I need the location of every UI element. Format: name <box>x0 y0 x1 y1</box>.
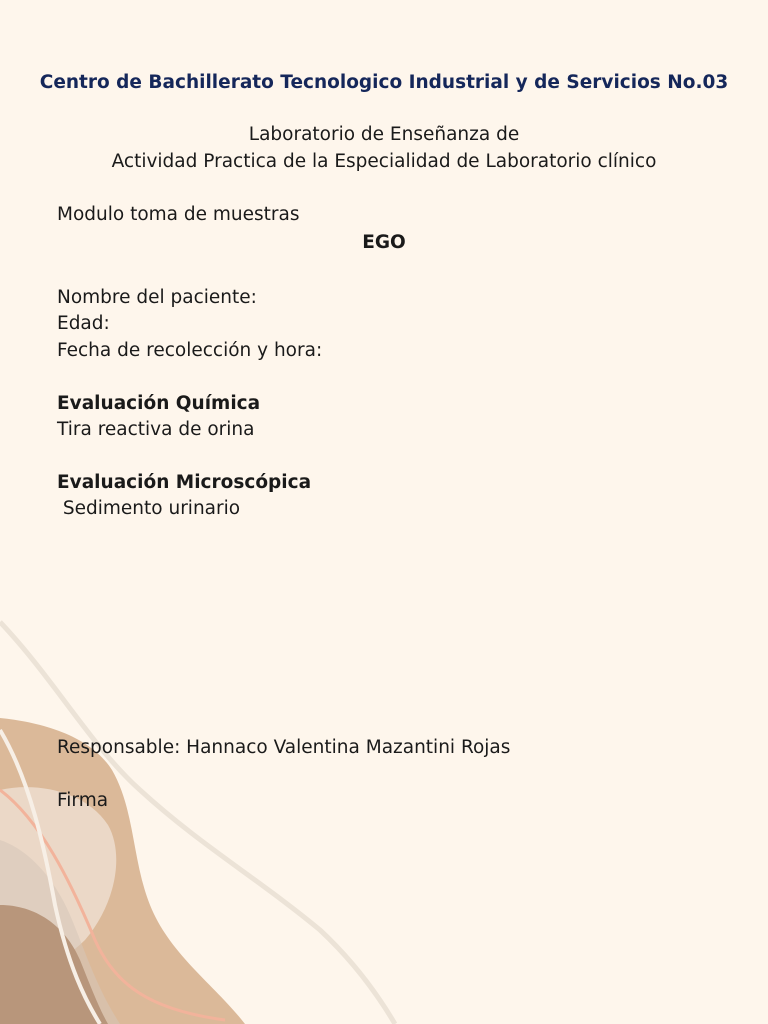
responsible-line: Responsable: Hannaco Valentina Mazantini Rojas <box>57 737 511 758</box>
chemical-evaluation-heading: Evaluación Química <box>57 393 261 414</box>
chemical-evaluation-detail: Tira reactiva de orina <box>57 419 255 440</box>
microscopic-evaluation-detail: Sedimento urinario <box>57 498 241 519</box>
microscopic-evaluation-heading: Evaluación Microscópica <box>57 472 312 493</box>
patient-name-field: Nombre del paciente: <box>57 287 257 308</box>
collection-date-field: Fecha de recolección y hora: <box>57 340 323 361</box>
institution-title: Centro de Bachillerato Tecnologico Industrial y de Servicios No.03 <box>39 72 729 93</box>
patient-age-field: Edad: <box>57 313 110 334</box>
module-label: Modulo toma de muestras <box>57 204 300 225</box>
lab-title-line-1: Laboratorio de Enseñanza de <box>248 124 520 145</box>
test-name-heading: EGO <box>362 232 406 253</box>
signature-label: Firma <box>57 790 109 811</box>
lab-title-line-2: Actividad Practica de la Especialidad de Laboratorio clínico <box>111 151 657 172</box>
